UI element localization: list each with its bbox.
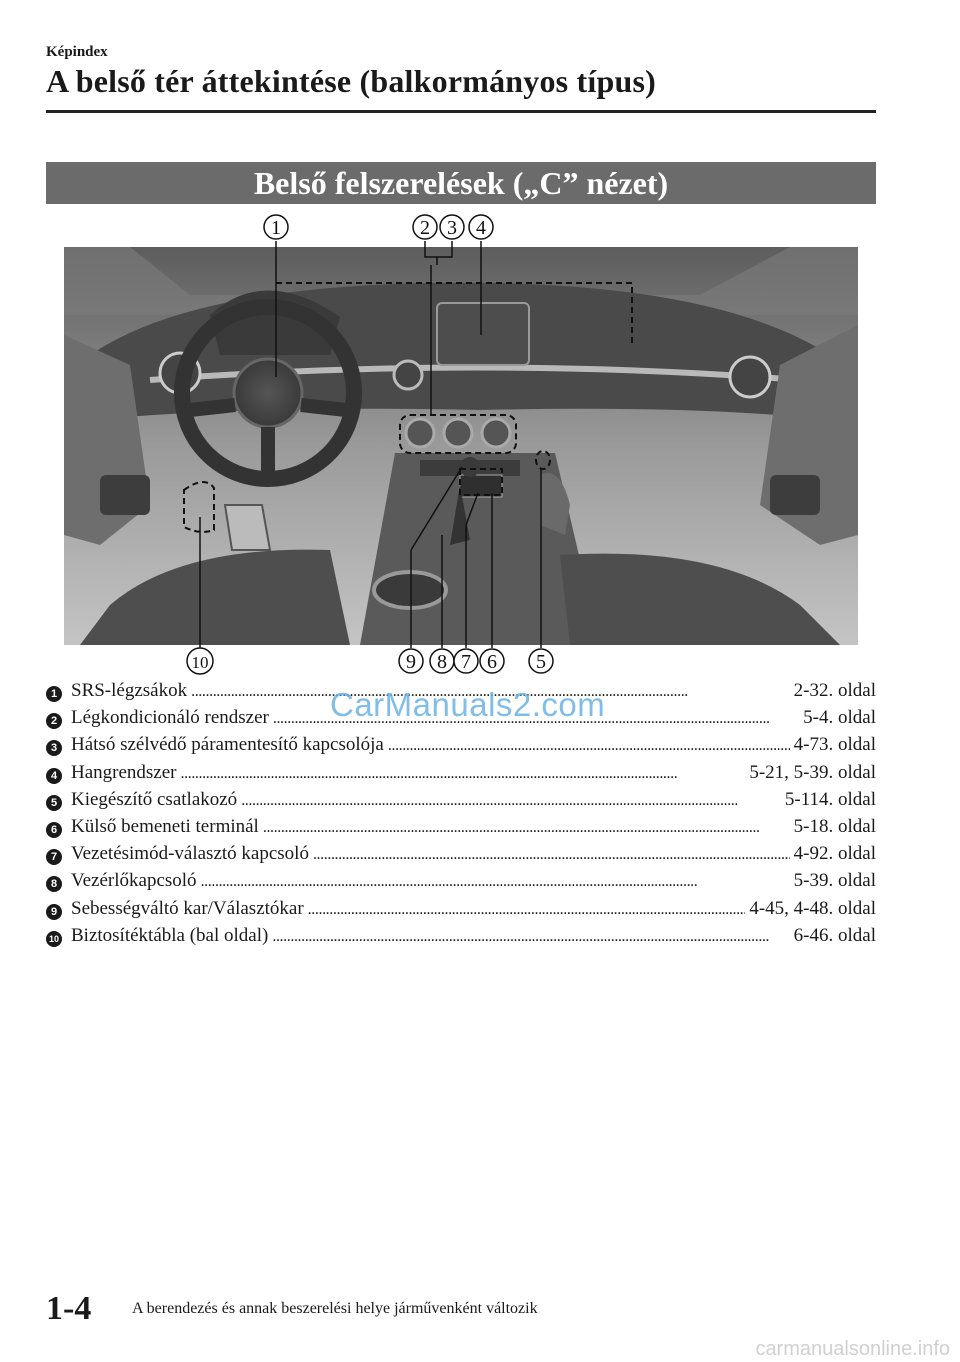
item-number-badge: 7 — [46, 849, 62, 865]
list-item — [46, 789, 876, 816]
item-label: Légkondicionáló rendszer — [71, 707, 269, 729]
leader-dots — [241, 789, 781, 811]
leader-dots — [263, 816, 790, 838]
item-page-ref: 4-92. oldal — [793, 843, 876, 865]
display-screen — [437, 303, 529, 365]
callout-9-label: 9 — [406, 651, 416, 673]
section-label: Képindex — [46, 44, 108, 60]
climate-knob-center — [444, 419, 472, 447]
item-label: Hátsó szélvédő páramentesítő kapcsolója — [71, 734, 384, 756]
item-number-badge: 5 — [46, 795, 62, 811]
footer-note: A berendezés és annak beszerelési helye járművenként változik — [132, 1300, 538, 1317]
item-page-ref: 6-46. oldal — [793, 924, 876, 946]
leader-dots — [388, 734, 790, 756]
watermark-link[interactable]: CarManuals2.com — [330, 686, 606, 723]
item-number-badge: 6 — [46, 822, 62, 838]
item-page-ref: 5-39. oldal — [793, 870, 876, 892]
item-number-badge: 1 — [46, 686, 62, 702]
list-item — [46, 734, 876, 761]
item-page-ref: 5-114. oldal — [784, 788, 876, 810]
item-label: Vezetésimód-választó kapcsoló — [71, 843, 309, 865]
item-number-badge: 9 — [46, 904, 62, 920]
callout-10-label: 10 — [191, 653, 209, 672]
climate-knob-left — [406, 419, 434, 447]
item-number-badge: 4 — [46, 768, 62, 784]
leader-dots — [181, 762, 746, 784]
item-number-badge: 2 — [46, 713, 62, 729]
item-number-badge: 10 — [46, 931, 62, 947]
title-rule — [46, 110, 876, 113]
callout-3-label: 3 — [447, 217, 457, 239]
callout-4-label: 4 — [476, 217, 486, 239]
leader-dots — [201, 870, 790, 892]
shift-knob — [460, 457, 480, 477]
item-page-ref: 4-73. oldal — [793, 734, 876, 756]
page-title: A belső tér áttekintése (balkormányos típus) — [46, 63, 656, 99]
list-item — [46, 870, 876, 897]
callout-6-label: 6 — [487, 651, 497, 673]
item-number-badge: 8 — [46, 876, 62, 892]
item-label: Biztosítéktábla (bal oldal) — [71, 924, 269, 946]
list-item — [46, 898, 876, 925]
item-page-ref: 2-32. oldal — [793, 680, 876, 701]
page-number: 1-4 — [46, 1290, 92, 1327]
leader-dots — [308, 898, 746, 920]
banner-title: Belső felszerelések („C” nézet) — [253, 164, 669, 201]
list-item — [46, 762, 876, 789]
footer-site-link[interactable]: carmanualsonline.info — [755, 1338, 950, 1360]
item-label: SRS-légzsákok — [71, 680, 188, 701]
list-item — [46, 925, 876, 952]
callout-5-label: 5 — [536, 651, 546, 673]
callout-2-label: 2 — [420, 217, 430, 239]
list-item — [46, 816, 876, 843]
leader-dots — [272, 925, 789, 947]
item-label: Külső bemeneti terminál — [71, 815, 259, 837]
item-number-badge: 3 — [46, 740, 62, 756]
callout-7-label: 7 — [461, 651, 471, 673]
item-label: Sebességváltó kar/Választókar — [71, 897, 304, 919]
callout-8-label: 8 — [437, 651, 447, 673]
item-page-ref: 5-21, 5-39. oldal — [749, 761, 876, 783]
item-page-ref: 4-45, 4-48. oldal — [749, 897, 876, 919]
leader-dots — [313, 843, 790, 865]
item-page-ref: 5-18. oldal — [793, 815, 876, 837]
item-label: Vezérlőkapcsoló — [71, 870, 197, 892]
interior-figure — [0, 205, 960, 685]
cupholder — [374, 572, 446, 608]
item-label: Hangrendszer — [71, 761, 177, 783]
climate-knob-right — [482, 419, 510, 447]
banner — [46, 162, 876, 204]
callout-1-label: 1 — [271, 217, 281, 239]
item-page-ref: 5-4. oldal — [803, 707, 876, 729]
list-item — [46, 843, 876, 870]
item-label: Kiegészítő csatlakozó — [71, 788, 238, 810]
